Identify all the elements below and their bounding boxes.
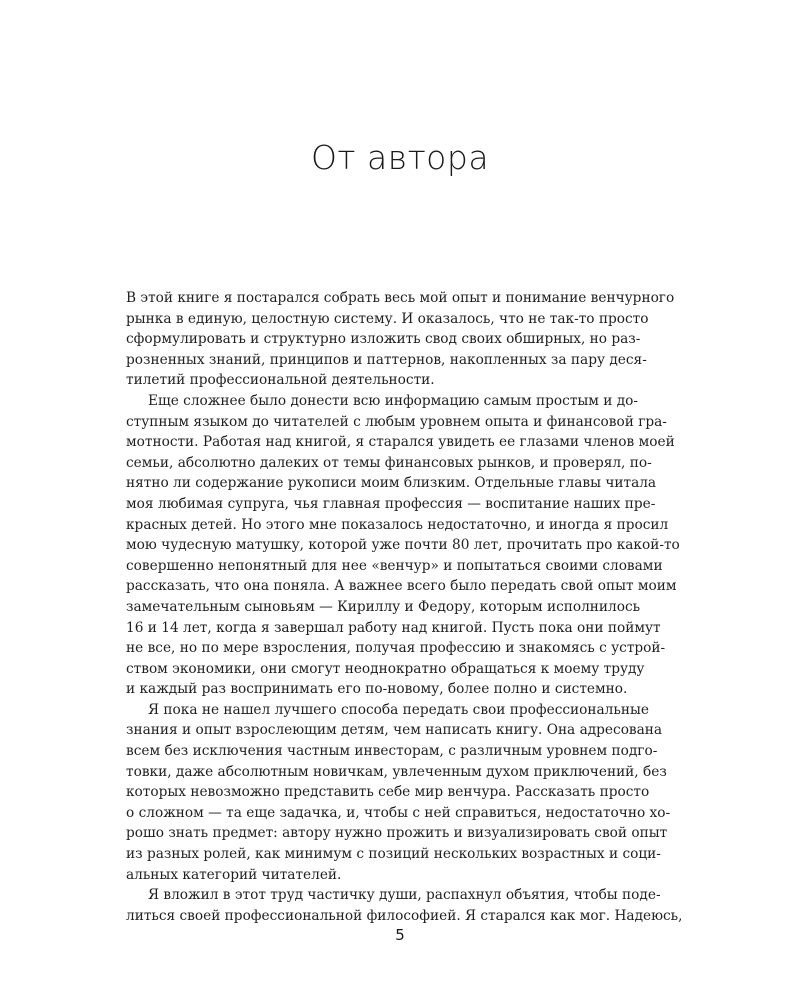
text-line: Я пока не нашел лучшего способа передать свои профессиональные (148, 701, 649, 718)
text-line: рошо знать предмет: автору нужно прожить и визуализировать свой опыт (126, 825, 668, 842)
text-line: нятно ли содержание рукописи моим близким. Отдельные главы читала (126, 475, 657, 492)
text-line: сформулировать и структурно изложить свод своих обширных, но раз- (126, 331, 641, 348)
text-line: 16 и 14 лет, когда я завершал работу над книгой. Пусть пока они поймут (126, 619, 661, 636)
text-line: рассказать, что она поняла. А важнее всего было передать свой опыт моим (126, 578, 677, 595)
text-line: мою чудесную матушку, которой уже почти 80 лет, прочитать про какой-то (126, 537, 680, 554)
text-line: всем без исключения частным инвесторам, с различным уровнем подго- (126, 743, 658, 760)
text-line: и каждый раз воспринимать его по-новому, более полно и системно. (126, 681, 628, 698)
text-line: тилетий профессиональной деятельности. (126, 372, 435, 389)
text-line: ством экономики, они смогут неоднократно обращаться к моему труду (126, 660, 645, 677)
text-line: розненных знаний, принципов и паттернов, накопленных за пару деся- (126, 351, 647, 368)
page-number: 5 (395, 926, 405, 944)
text-line: красных детей. Но этого мне показалось недостаточно, и иногда я просил (126, 516, 669, 533)
text-line: которых невозможно представить себе мир венчура. Рассказать просто (126, 784, 650, 801)
text-line: совершенно непонятный для нее «венчур» и попытаться своими словами (126, 557, 663, 574)
text-line: моя любимая супруга, чья главная профессия — воспитание наших пре- (126, 495, 656, 512)
text-line: рынка в единую, целостную систему. И оказалось, что не так-то просто (126, 310, 649, 327)
text-line: мотности. Работая над книгой, я старался увидеть ее глазами членов моей (126, 434, 675, 451)
text-line: из разных ролей, как минимум с позиций нескольких возрастных и соци- (126, 846, 661, 863)
chapter-title: От автора (310, 138, 490, 177)
text-line: не все, но по мере взросления, получая профессию и знакомясь с устрой- (126, 640, 666, 657)
text-line: В этой книге я постарался собрать весь мой опыт и понимание венчурного (126, 290, 675, 306)
text-line: ступным языком до читателей с любым уровнем опыта и финансовой гра- (126, 413, 667, 430)
text-line: Еще сложнее было донести всю информацию самым простым и до- (148, 392, 639, 409)
text-line: альных категорий читателей. (126, 866, 342, 883)
text-line: семьи, абсолютно далеких от темы финансовых рынков, и проверял, по- (126, 454, 652, 471)
text-line: товки, даже абсолютным новичкам, увлеченным духом приключений, без (126, 763, 667, 780)
text-line: о сложном — та еще задачка, и, чтобы с ней справиться, недостаточно хо- (126, 804, 671, 821)
body-text (126, 288, 683, 926)
text-line: Я вложил в этот труд частичку души, распахнул объятия, чтобы поде- (148, 887, 661, 904)
text-line: литься своей профессиональной философией. Я старался как мог. Надеюсь, (126, 907, 683, 924)
text-line: замечательным сыновьям — Кириллу и Федору, которым исполнилось (126, 598, 641, 615)
text-line: знания и опыт взрослеющим детям, чем написать книгу. Она адресована (126, 722, 663, 739)
